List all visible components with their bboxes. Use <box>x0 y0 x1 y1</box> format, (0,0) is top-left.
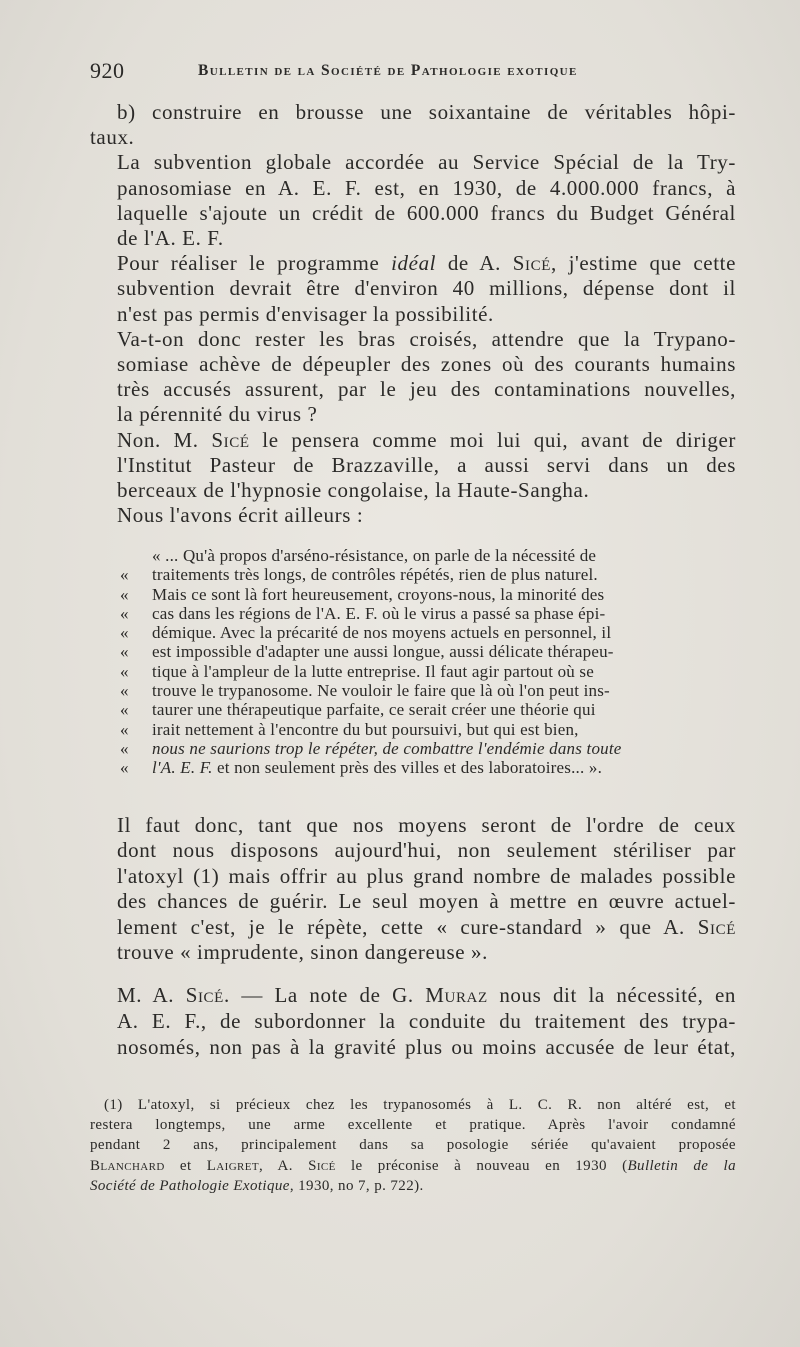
text-line: panosomiase en A. E. F. est, en 1930, de 4.000.000 francs, à <box>117 175 736 200</box>
text-line: taux. <box>90 125 135 150</box>
quote-line: « traitements très longs, de contrôles répétés, rien de plus naturel. <box>120 565 598 585</box>
text-line: b) construire en brousse une soixantaine de véritables hôpi- <box>117 100 736 124</box>
paragraph <box>90 251 736 327</box>
text-line: Pour réaliser le programme idéal de A. Sicé, j'estime que cette <box>117 251 736 276</box>
quote-line: « l'A. E. F. et non seulement près des villes et des laboratoires... ». <box>120 758 603 778</box>
text-line: Non. M. Sicé le pensera comme moi lui qui, avant de diriger <box>117 427 736 452</box>
body-text-mid <box>90 813 736 965</box>
text-line: très accusés assurent, par le jeu des contaminations nouvelles, <box>117 377 736 402</box>
text-line: Il faut donc, tant que nos moyens seront de l'ordre de ceux <box>117 813 736 837</box>
text-line: Va-t-on donc rester les bras croisés, attendre que la Trypano- <box>117 326 736 351</box>
page-header <box>90 58 740 88</box>
text-line: Société de Pathologie Exotique, 1930, no 7, p. 722). <box>90 1177 424 1194</box>
footnote <box>90 1095 736 1196</box>
quote-line: « est impossible d'adapter une aussi longue, aussi délicate thérapeu- <box>120 642 614 662</box>
text-line: Nous l'avons écrit ailleurs : <box>117 503 364 528</box>
quote-line: « irait nettement à l'encontre du but poursuivi, but qui est bien, <box>120 719 579 739</box>
block-quote <box>120 546 736 778</box>
page-number: 920 <box>90 58 125 83</box>
paragraph <box>90 813 736 965</box>
paragraph <box>90 150 736 251</box>
text-line: lement c'est, je le répète, cette « cure-standard » que A. Sicé <box>117 914 736 939</box>
paragraph <box>90 503 736 528</box>
text-line: l'atoxyl (1) mais offrir au plus grand nombre de malades possible <box>117 863 736 888</box>
text-line: restera longtemps, une arme excellente et pratique. Après l'avoir condamné <box>90 1117 736 1134</box>
quote-line: « nous ne saurions trop le répéter, de combattre l'endémie dans toute <box>120 738 622 758</box>
quote-line: « taurer une thérapeutique parfaite, ce serait créer une théorie qui <box>120 700 596 720</box>
text-line: des chances de guérir. Le seul moyen à mettre en œuvre actuel- <box>117 889 736 914</box>
text-line: trouve « imprudente, sinon dangereuse ». <box>117 940 488 965</box>
paragraph <box>90 983 736 1060</box>
quote-line: « tique à l'ampleur de la lutte entreprise. Il faut agir partout où se <box>120 661 594 681</box>
text-line: A. E. F., de subordonner la conduite du traitement des trypa- <box>117 1008 736 1033</box>
text-line: dont nous disposons aujourd'hui, non seulement stériliser par <box>117 838 736 863</box>
footnote-paragraph <box>90 1095 736 1196</box>
text-line: Blanchard et Laigret, A. Sicé le préconise à nouveau en 1930 (Bulletin de la <box>90 1157 736 1174</box>
text-line: laquelle s'ajoute un crédit de 600.000 francs du Budget Général <box>117 200 736 225</box>
text-line: de l'A. E. F. <box>117 226 224 251</box>
text-line: La subvention globale accordée au Service Spécial de la Try- <box>117 150 736 175</box>
quote-line: « Mais ce sont là fort heureusement, croyons-nous, la minorité des <box>120 584 605 604</box>
quote-line: « démique. Avec la précarité de nos moyens actuels en personnel, il <box>120 623 612 643</box>
quote-line: « ... Qu'à propos d'arséno-résistance, on parle de la nécessité de <box>152 546 597 565</box>
text-line: (1) L'atoxyl, si précieux chez les trypanosomés à L. C. R. non altéré est, et <box>104 1097 736 1113</box>
text-line: somiase achève de dépeupler des zones où des courants humains <box>117 352 736 377</box>
paragraph <box>90 327 736 428</box>
body-text-sice <box>90 983 736 1060</box>
text-line: subvention devrait être d'environ 40 millions, dépense dont il <box>117 276 736 301</box>
text-line: l'Institut Pasteur de Brazzaville, a aussi servi dans un des <box>117 452 736 477</box>
text-line: n'est pas permis d'envisager la possibilité. <box>117 301 494 326</box>
text-line: nosomés, non pas à la gravité plus ou moins accusée de leur état, <box>117 1034 736 1059</box>
text-line: M. A. Sicé. — La note de G. Muraz nous dit la nécessité, en <box>117 983 736 1007</box>
running-head: Bulletin de la Société de Pathologie exotique <box>198 62 578 79</box>
paragraph <box>90 428 736 504</box>
paragraph <box>90 100 736 150</box>
quote-line: « trouve le trypanosome. Ne vouloir le faire que là où l'on peut ins- <box>120 681 610 701</box>
text-line: pendant 2 ans, principalement dans sa posologie sériée qu'avaient proposée <box>90 1137 736 1154</box>
text-line: berceaux de l'hypnosie congolaise, la Haute-Sangha. <box>117 478 590 503</box>
text-line: la pérennité du virus ? <box>117 402 318 427</box>
body-text-top <box>90 100 736 528</box>
quote-line: « cas dans les régions de l'A. E. F. où le virus a passé sa phase épi- <box>120 603 606 623</box>
